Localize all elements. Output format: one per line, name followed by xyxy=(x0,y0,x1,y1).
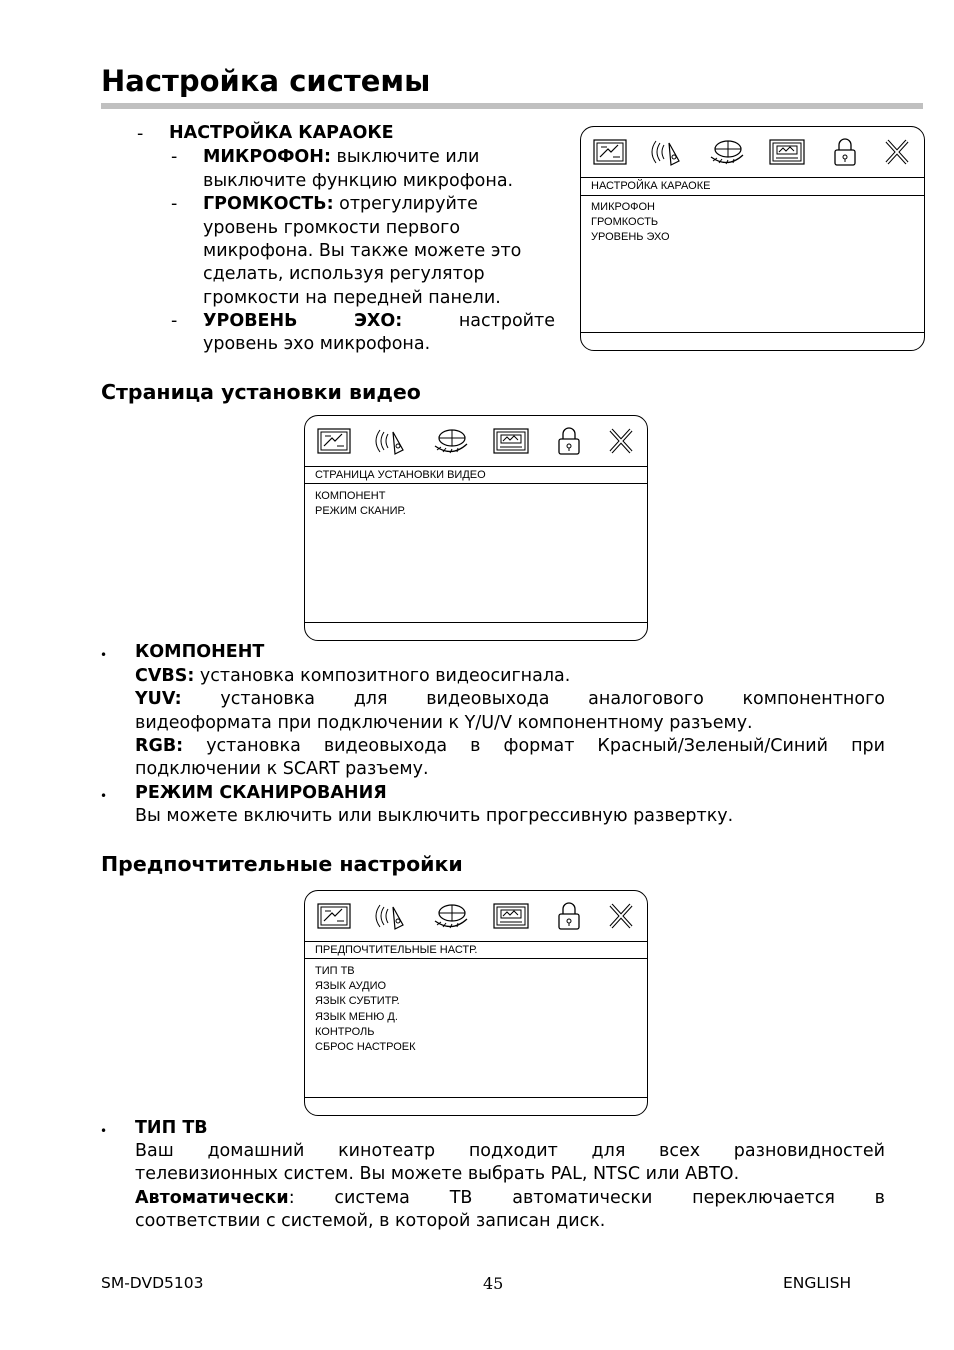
page-title: Настройка системы xyxy=(101,64,431,98)
osd-item: КОМПОНЕНТ xyxy=(315,490,386,502)
audio-speaker-icon xyxy=(373,899,413,933)
volume-text: отрегулируйте xyxy=(339,194,478,214)
bullet: • xyxy=(100,648,108,662)
footer-language: ENGLISH xyxy=(783,1274,852,1292)
list-dash: - xyxy=(137,124,144,144)
mic-text: выключите функцию микрофона. xyxy=(203,171,514,191)
auto-text: : система ТВ автоматически переключается в xyxy=(288,1188,885,1208)
rgb-label: RGB: xyxy=(135,736,184,756)
setup-page-icon xyxy=(315,899,355,933)
mic-text: выключите или xyxy=(336,147,480,167)
osd-item: ГРОМКОСТЬ xyxy=(591,216,659,229)
osd-item: МИКРОФОН xyxy=(591,201,655,213)
osd-items xyxy=(315,489,406,519)
pref-heading: Предпочтительные настройки xyxy=(101,852,463,876)
volume-label: ГРОМКОСТЬ: xyxy=(203,194,334,214)
footer-model: SM-DVD5103 xyxy=(101,1274,204,1292)
osd-title: ПРЕДПОЧТИТЕЛЬНЫЕ НАСТР. xyxy=(315,944,478,956)
karaoke-heading: НАСТРОЙКА КАРАОКЕ xyxy=(169,123,394,143)
yuv-text: видеоформата при подключении к Y/U/V компонентному разъему. xyxy=(135,713,753,733)
cvbs-text: установка композитного видеосигнала. xyxy=(199,666,571,686)
osd-item: УРОВЕНЬ ЭХО xyxy=(591,231,670,244)
video-osd-menu xyxy=(304,415,648,641)
audio-speaker-icon xyxy=(649,135,689,169)
title-rule xyxy=(101,103,923,109)
volume-text: микрофона. Вы также можете это xyxy=(203,241,522,261)
close-icon xyxy=(877,135,917,169)
component-heading: КОМПОНЕНТ xyxy=(135,642,265,662)
rgb-text: установка видеовыхода в формат Красный/Зеленый/Синий при xyxy=(206,736,885,756)
cvbs-label: CVBS: xyxy=(135,666,195,686)
auto-label: Автоматически xyxy=(135,1188,289,1208)
setup-page-icon xyxy=(591,135,631,169)
scan-heading: РЕЖИМ СКАНИРОВАНИЯ xyxy=(135,783,387,803)
pref-osd-menu xyxy=(304,890,648,1116)
list-dash: - xyxy=(171,194,178,214)
volume-text: уровень громкости первого xyxy=(203,218,461,238)
video-screen-icon xyxy=(767,135,807,169)
osd-item: КОНТРОЛЬ xyxy=(315,1025,375,1038)
video-screen-icon xyxy=(491,424,531,458)
osd-title: НАСТРОЙКА КАРАОКЕ xyxy=(591,180,711,192)
echo-text: настройте xyxy=(458,311,555,331)
osd-item: СБРОС НАСТРОЕК xyxy=(315,1041,416,1054)
tvtype-text: соответствии с системой, в которой записан диск. xyxy=(135,1211,606,1231)
disc-icon xyxy=(431,899,471,933)
close-icon xyxy=(601,424,641,458)
osd-icon-bar xyxy=(305,416,647,466)
volume-text: сделать, используя регулятор xyxy=(203,264,485,284)
osd-items xyxy=(315,964,416,1055)
osd-item: РЕЖИМ СКАНИР. xyxy=(315,505,406,518)
bullet: • xyxy=(100,1124,108,1138)
yuv-text: установка для видеовыхода аналогового компонентного xyxy=(220,689,885,709)
video-screen-icon xyxy=(491,899,531,933)
osd-item: ТИП ТВ xyxy=(315,965,355,977)
tvtype-text: телевизионных систем. Вы можете выбрать PAL, NTSC или АВТО. xyxy=(135,1164,740,1184)
osd-title: СТРАНИЦА УСТАНОВКИ ВИДЕО xyxy=(315,469,486,481)
lock-icon xyxy=(825,135,865,169)
scan-text: Вы можете включить или выключить прогрессивную развертку. xyxy=(135,806,734,826)
footer-page-number: 45 xyxy=(483,1274,504,1293)
mic-label: МИКРОФОН: xyxy=(203,147,331,167)
osd-item: ЯЗЫК СУБТИТР. xyxy=(315,995,400,1008)
video-heading: Страница установки видео xyxy=(101,380,421,404)
karaoke-osd-menu xyxy=(580,126,925,351)
echo-label-b: ЭХО: xyxy=(354,311,403,331)
yuv-label: YUV: xyxy=(135,689,182,709)
list-dash: - xyxy=(171,147,178,167)
osd-icon-bar xyxy=(581,127,924,177)
close-icon xyxy=(601,899,641,933)
list-dash: - xyxy=(171,311,178,331)
osd-item: ЯЗЫК АУДИО xyxy=(315,980,387,993)
lock-icon xyxy=(549,899,589,933)
tvtype-text: Ваш домашний кинотеатр подходит для всех разновидностей xyxy=(135,1141,885,1161)
volume-text: громкости на передней панели. xyxy=(203,288,501,308)
disc-icon xyxy=(431,424,471,458)
osd-item: ЯЗЫК МЕНЮ Д. xyxy=(315,1010,398,1023)
osd-icon-bar xyxy=(305,891,647,941)
setup-page-icon xyxy=(315,424,355,458)
echo-text: уровень эхо микрофона. xyxy=(203,334,431,354)
audio-speaker-icon xyxy=(373,424,413,458)
disc-icon xyxy=(707,135,747,169)
rgb-text: подключении к SCART разъему. xyxy=(135,759,429,779)
tvtype-heading: ТИП ТВ xyxy=(135,1118,208,1138)
echo-label-a: УРОВЕНЬ xyxy=(203,311,298,331)
bullet: • xyxy=(100,789,108,803)
lock-icon xyxy=(549,424,589,458)
osd-items xyxy=(591,200,670,246)
